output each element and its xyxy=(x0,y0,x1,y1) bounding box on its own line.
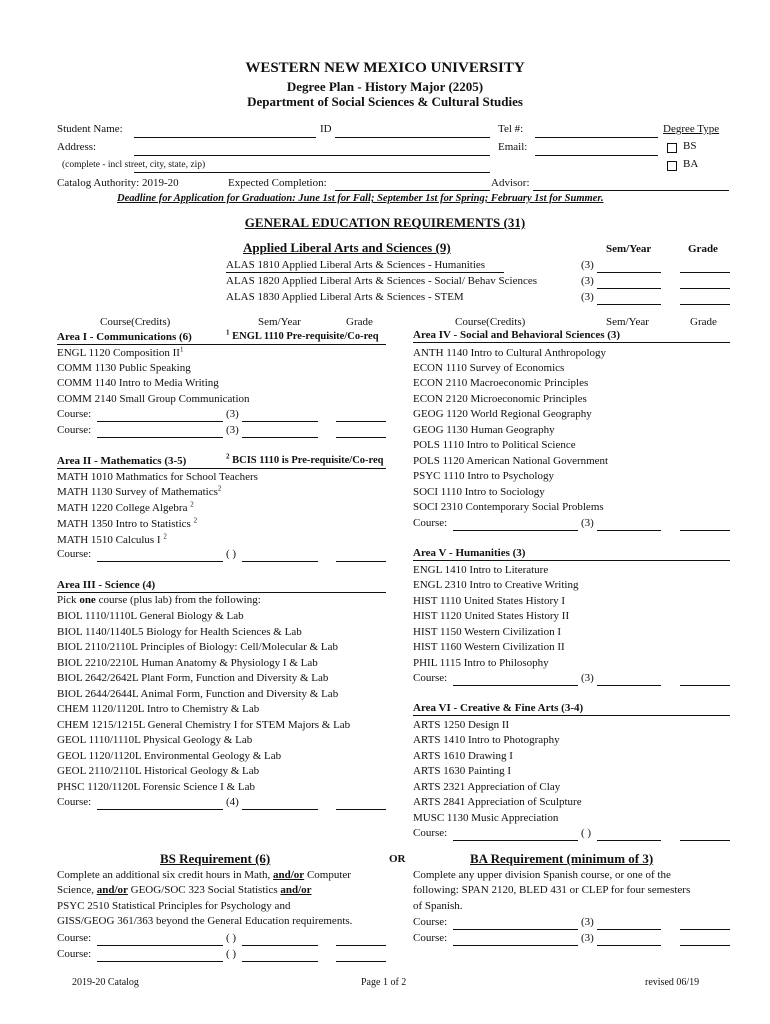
area1-credits: (3) xyxy=(226,408,239,420)
area1-sem-field[interactable] xyxy=(242,437,318,438)
area5-course: PHIL 1115 Intro to Philosophy xyxy=(413,657,549,669)
bs-grade-field[interactable] xyxy=(336,961,386,962)
ba-text: following: SPAN 2120, BLED 431 or CLEP for four semesters xyxy=(413,884,691,896)
alas-credits: (3) xyxy=(581,259,594,271)
address-field-line2[interactable] xyxy=(134,172,490,173)
bs-checkbox[interactable] xyxy=(667,143,677,153)
area3-course: PHSC 1120/1120L Forensic Science I & Lab xyxy=(57,781,255,793)
alas-grade-header: Grade xyxy=(688,243,718,255)
area4-sem-field[interactable] xyxy=(597,530,661,531)
expected-completion-field[interactable] xyxy=(335,190,490,191)
area4-course-field[interactable] xyxy=(453,530,578,531)
ba-requirement-title: BA Requirement (minimum of 3) xyxy=(470,851,654,866)
ba-sem-field[interactable] xyxy=(597,929,661,930)
area4-course: ECON 1110 Survey of Economics xyxy=(413,362,565,374)
area3-sem-field[interactable] xyxy=(242,809,318,810)
ba-sem-field[interactable] xyxy=(597,945,661,946)
ba-grade-field[interactable] xyxy=(680,929,730,930)
left-grade-header: Grade xyxy=(346,316,373,328)
area3-grade-field[interactable] xyxy=(336,809,386,810)
department-title: Department of Social Sciences & Cultural Studies xyxy=(247,94,523,109)
area1-course: COMM 2140 Small Group Communication xyxy=(57,393,250,405)
area3-title: Area III - Science (4) xyxy=(57,579,156,591)
ba-credits: (3) xyxy=(581,916,594,928)
bs-course-field[interactable] xyxy=(97,961,223,962)
area5-course-label: Course: xyxy=(413,672,448,684)
area3-course-field[interactable] xyxy=(97,809,223,810)
area2-note-num: 2 xyxy=(226,452,230,461)
left-course-credits-header: Course(Credits) xyxy=(100,316,171,328)
bs-text: Complete an additional six credit hours in Math, and/or Computer xyxy=(57,869,351,881)
area5-course-field[interactable] xyxy=(453,685,578,686)
alas-underline xyxy=(226,272,504,273)
tel-label: Tel #: xyxy=(498,123,524,135)
right-grade-header: Grade xyxy=(690,316,717,328)
area6-course: ARTS 1410 Intro to Photography xyxy=(413,734,560,746)
area1-note xyxy=(226,328,379,342)
area2-course: MATH 1220 College Algebra $^2$ xyxy=(57,500,194,514)
area3-instruction: Pick one course (plus lab) from the following: xyxy=(57,594,261,606)
alas-title: Applied Liberal Arts and Sciences (9) xyxy=(243,240,451,255)
area6-grade-field[interactable] xyxy=(680,840,730,841)
area2-grade-field[interactable] xyxy=(336,561,386,562)
area1-credits: (3) xyxy=(226,424,239,436)
area5-course: HIST 1150 Western Civilization I xyxy=(413,626,562,638)
alas-course: ALAS 1830 Applied Liberal Arts & Sciences - STEM xyxy=(226,291,464,303)
bs-text: PSYC 2510 Statistical Principles for Psychology and xyxy=(57,900,291,912)
area3-course: BIOL 2644/2644L Animal Form, Function and Diversity & Lab xyxy=(57,688,339,700)
area3-course: GEOL 1120/1120L Environmental Geology & Lab xyxy=(57,750,282,762)
area6-credits: ( ) xyxy=(581,827,592,839)
area4-course: SOCI 1110 Intro to Sociology xyxy=(413,486,545,498)
area4-course: SOCI 2310 Contemporary Social Problems xyxy=(413,501,604,513)
area5-course: ENGL 1410 Intro to Literature xyxy=(413,564,549,576)
catalog-authority: Catalog Authority: 2019-20 xyxy=(57,177,179,189)
area3-course: BIOL 2210/2210L Human Anatomy & Physiology I & Lab xyxy=(57,657,318,669)
ba-grade-field[interactable] xyxy=(680,945,730,946)
area2-course: MATH 1130 Survey of Mathematics$^2$ xyxy=(57,484,222,498)
area4-course: POLS 1120 American National Government xyxy=(413,455,609,467)
area3-course: BIOL 1140/1140L5 Biology for Health Sciences & Lab xyxy=(57,626,302,638)
expected-completion-label: Expected Completion: xyxy=(228,177,327,189)
area6-course: ARTS 2321 Appreciation of Clay xyxy=(413,781,561,793)
advisor-field[interactable] xyxy=(533,190,729,191)
area5-sem-field[interactable] xyxy=(597,685,661,686)
footer-revised: revised 06/19 xyxy=(645,977,700,988)
ba-checkbox-label: BA xyxy=(683,158,699,170)
right-course-credits-header: Course(Credits) xyxy=(455,316,526,328)
area5-credits: (3) xyxy=(581,672,594,684)
alas-sem-field[interactable] xyxy=(597,304,661,305)
area6-course: ARTS 1630 Painting I xyxy=(413,765,512,777)
alas-sem-field[interactable] xyxy=(597,288,661,289)
area4-credits: (3) xyxy=(581,517,594,529)
area1-course: COMM 1130 Public Speaking xyxy=(57,362,191,374)
area4-title: Area IV - Social and Behavioral Sciences (3) xyxy=(413,329,621,341)
area4-course: ANTH 1140 Intro to Cultural Anthropology xyxy=(413,347,606,359)
area4-course: GEOG 1120 World Regional Geography xyxy=(413,408,592,420)
area1-note-num: 1 xyxy=(226,328,230,337)
graduation-deadline: Deadline for Application for Graduation: June 1st for Fall; September 1st for Spring; February 1st for Summer. xyxy=(117,193,604,204)
area1-grade-field[interactable] xyxy=(336,437,386,438)
bs-sem-field[interactable] xyxy=(242,961,318,962)
area5-rule xyxy=(413,560,730,561)
email-field[interactable] xyxy=(535,155,658,156)
bs-credits: ( ) xyxy=(226,932,237,944)
or-label: OR xyxy=(389,853,406,865)
id-label: ID xyxy=(320,123,332,135)
alas-course: ALAS 1820 Applied Liberal Arts & Sciences - Social/ Behav Sciences xyxy=(226,275,537,287)
degree-plan-title: Degree Plan - History Major (2205) xyxy=(286,79,484,94)
ba-course-label: Course: xyxy=(413,916,448,928)
area2-course: MATH 1510 Calculus I $^2$ xyxy=(57,532,167,546)
ba-text: Complete any upper division Spanish course, or one of the xyxy=(413,869,671,881)
tel-field[interactable] xyxy=(535,137,658,138)
area4-rule xyxy=(413,342,730,343)
area2-note-text: BCIS 1110 is Pre-requisite/Co-req xyxy=(232,455,384,466)
ba-checkbox[interactable] xyxy=(667,161,677,171)
area6-rule xyxy=(413,715,730,716)
ba-course-label: Course: xyxy=(413,932,448,944)
area3-course: CHEM 1215/1215L General Chemistry I for STEM Majors & Lab xyxy=(57,719,351,731)
address-hint: (complete - incl street, city, state, zip) xyxy=(62,160,206,170)
alas-sem-field[interactable] xyxy=(597,272,661,273)
ba-course-field[interactable] xyxy=(453,945,578,946)
bs-grade-field[interactable] xyxy=(336,945,386,946)
area3-course-label: Course: xyxy=(57,796,92,808)
bs-text: Science, and/or GEOG/SOC 323 Social Statistics and/or xyxy=(57,884,312,896)
area2-title: Area II - Mathematics (3-5) xyxy=(57,455,187,467)
area4-course-label: Course: xyxy=(413,517,448,529)
bs-checkbox-label: BS xyxy=(683,140,697,152)
area1-course-field[interactable] xyxy=(97,421,223,422)
bs-credits: ( ) xyxy=(226,948,237,960)
ba-text: of Spanish. xyxy=(413,900,463,912)
area1-grade-field[interactable] xyxy=(336,421,386,422)
area6-sem-field[interactable] xyxy=(597,840,661,841)
alas-credits: (3) xyxy=(581,291,594,303)
alas-grade-field[interactable] xyxy=(680,304,730,305)
area3-course: CHEM 1120/1120L Intro to Chemistry & Lab xyxy=(57,703,260,715)
area5-course: HIST 1120 United States History II xyxy=(413,610,570,622)
area4-course: ECON 2110 Macroeconomic Principles xyxy=(413,377,589,389)
email-label: Email: xyxy=(498,141,528,153)
area5-grade-field[interactable] xyxy=(680,685,730,686)
right-sem-year-header: Sem/Year xyxy=(606,316,649,328)
alas-course: ALAS 1810 Applied Liberal Arts & Sciences - Humanities xyxy=(226,259,486,271)
area2-course-label: Course: xyxy=(57,548,92,560)
area1-course-field[interactable] xyxy=(97,437,223,438)
bs-text: GISS/GEOG 361/363 beyond the General Education requirements. xyxy=(57,915,353,927)
area2-note xyxy=(226,452,384,466)
id-field[interactable] xyxy=(335,137,490,138)
area5-course: HIST 1160 Western Civilization II xyxy=(413,641,565,653)
area6-course: MUSC 1130 Music Appreciation xyxy=(413,812,559,824)
bs-course-field[interactable] xyxy=(97,945,223,946)
university-title: WESTERN NEW MEXICO UNIVERSITY xyxy=(245,60,525,76)
advisor-label: Advisor: xyxy=(491,177,530,189)
area6-title: Area VI - Creative & Fine Arts (3-4) xyxy=(413,702,584,714)
degree-type-label: Degree Type xyxy=(663,123,720,135)
alas-grade-field[interactable] xyxy=(680,288,730,289)
area2-credits: ( ) xyxy=(226,548,237,560)
area4-course: PSYC 1110 Intro to Psychology xyxy=(413,470,554,482)
area1-rule xyxy=(57,344,386,345)
area6-course: ARTS 1610 Drawing I xyxy=(413,750,513,762)
area2-sem-field[interactable] xyxy=(242,561,318,562)
area4-course: ECON 2120 Microeconomic Principles xyxy=(413,393,587,405)
bs-course-label: Course: xyxy=(57,932,92,944)
area6-course-label: Course: xyxy=(413,827,448,839)
gen-ed-title: GENERAL EDUCATION REQUIREMENTS (31) xyxy=(244,215,526,230)
area2-rule xyxy=(57,468,386,469)
ba-credits: (3) xyxy=(581,932,594,944)
area3-course: BIOL 2642/2642L Plant Form, Function and Diversity & Lab xyxy=(57,672,329,684)
area5-course: ENGL 2310 Intro to Creative Writing xyxy=(413,579,579,591)
area1-sem-field[interactable] xyxy=(242,421,318,422)
area1-course-label: Course: xyxy=(57,408,92,420)
area1-note-text: ENGL 1110 Pre-requisite/Co-req xyxy=(232,331,379,342)
footer-page-number: Page 1 of 2 xyxy=(361,977,407,988)
footer-catalog: 2019-20 Catalog xyxy=(72,977,139,988)
alas-sem-year-header: Sem/Year xyxy=(606,243,652,255)
bs-sem-field[interactable] xyxy=(242,945,318,946)
student-name-label: Student Name: xyxy=(57,123,123,135)
alas-credits: (3) xyxy=(581,275,594,287)
bs-requirement-title: BS Requirement (6) xyxy=(160,851,271,866)
area5-course: HIST 1110 United States History I xyxy=(413,595,566,607)
alas-grade-field[interactable] xyxy=(680,272,730,273)
area1-course-label: Course: xyxy=(57,424,92,436)
area6-course: ARTS 2841 Appreciation of Sculpture xyxy=(413,796,582,808)
area3-rule xyxy=(57,592,386,593)
area3-course: BIOL 2110/2110L Principles of Biology: Cell/Molecular & Lab xyxy=(57,641,338,653)
area4-grade-field[interactable] xyxy=(680,530,730,531)
ba-course-field[interactable] xyxy=(453,929,578,930)
area6-course-field[interactable] xyxy=(453,840,578,841)
area3-course: GEOL 2110/2110L Historical Geology & Lab xyxy=(57,765,260,777)
address-field[interactable] xyxy=(134,155,490,156)
area2-course: MATH 1010 Mathmatics for School Teachers xyxy=(57,471,258,483)
address-label: Address: xyxy=(57,141,97,153)
area1-course: ENGL 1120 Composition $II^1$ xyxy=(57,345,184,359)
student-name-field[interactable] xyxy=(134,137,316,138)
area3-course: BIOL 1110/1110L General Biology & Lab xyxy=(57,610,244,622)
area4-course: POLS 1110 Intro to Political Science xyxy=(413,439,576,451)
area5-title: Area V - Humanities (3) xyxy=(413,547,526,559)
area4-course: GEOG 1130 Human Geography xyxy=(413,424,555,436)
area1-course: COMM 1140 Intro to Media Writing xyxy=(57,377,219,389)
area1-title: Area I - Communications (6) xyxy=(57,331,192,343)
left-sem-year-header: Sem/Year xyxy=(258,316,301,328)
area2-course: MATH 1350 Intro to Statistics $^2$ xyxy=(57,516,198,530)
bs-course-label: Course: xyxy=(57,948,92,960)
area6-course: ARTS 1250 Design II xyxy=(413,719,510,731)
area3-credits: (4) xyxy=(226,796,239,808)
area2-course-field[interactable] xyxy=(97,561,223,562)
area3-course: GEOL 1110/1110L Physical Geology & Lab xyxy=(57,734,253,746)
